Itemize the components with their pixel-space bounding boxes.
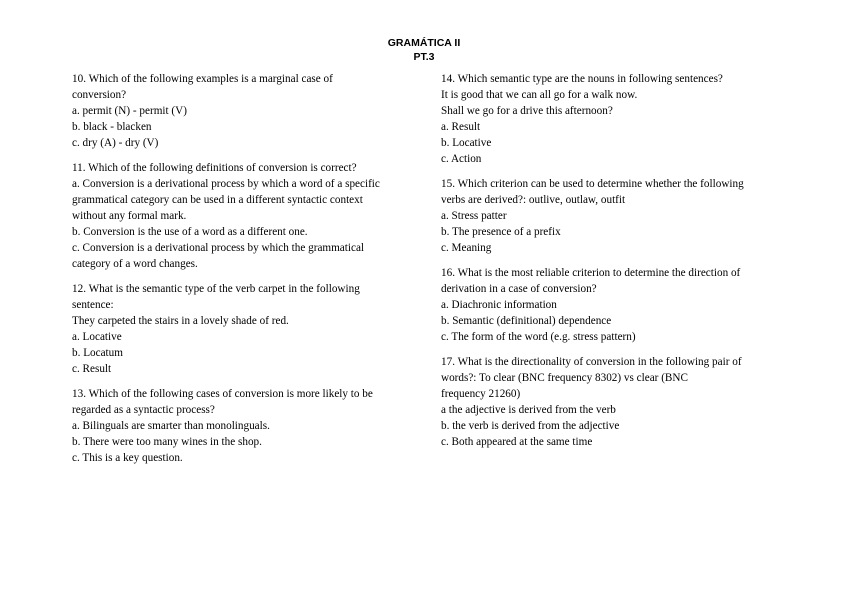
question-line: a. Result bbox=[441, 121, 481, 133]
question-block bbox=[72, 160, 412, 272]
question-line: sentence: bbox=[72, 299, 114, 311]
question-line: 10. Which of the following examples is a marginal case of bbox=[72, 73, 333, 85]
question-line: It is good that we can all go for a walk now. bbox=[441, 89, 638, 101]
question-line: a. Bilinguals are smarter than monolinguals. bbox=[72, 420, 270, 432]
question-line: b. The presence of a prefix bbox=[441, 226, 561, 238]
question-line: frequency 21260) bbox=[441, 388, 521, 400]
question-line: c. The form of the word (e.g. stress pattern) bbox=[441, 331, 636, 343]
question-line: b. Locative bbox=[441, 137, 492, 149]
document-subtitle: PT.3 bbox=[413, 51, 435, 63]
question-line: They carpeted the stairs in a lovely shade of red. bbox=[72, 315, 289, 327]
question-line: category of a word changes. bbox=[72, 258, 198, 270]
question-line: c. dry (A) - dry (V) bbox=[72, 137, 159, 149]
question-line: a. Stress patter bbox=[441, 210, 507, 222]
question-block bbox=[72, 386, 412, 466]
question-line: 16. What is the most reliable criterion to determine the direction of bbox=[441, 267, 741, 279]
question-line: a the adjective is derived from the verb bbox=[441, 404, 616, 416]
question-block bbox=[441, 265, 781, 345]
question-line: 13. Which of the following cases of conversion is more likely to be bbox=[72, 388, 373, 400]
question-line: verbs are derived?: outlive, outlaw, outfit bbox=[441, 194, 626, 206]
question-line: c. Action bbox=[441, 153, 482, 165]
document-title: GRAMÁTICA II bbox=[387, 37, 461, 49]
question-line: a. Locative bbox=[72, 331, 122, 343]
question-line: c. Conversion is a derivational process by which the grammatical bbox=[72, 242, 365, 254]
question-line: regarded as a syntactic process? bbox=[72, 404, 215, 416]
question-line: b. black - blacken bbox=[72, 121, 152, 133]
question-line: b. Locatum bbox=[72, 347, 123, 359]
question-line: 17. What is the directionality of conversion in the following pair of bbox=[441, 356, 742, 368]
question-line: 11. Which of the following definitions of conversion is correct? bbox=[72, 162, 357, 174]
question-block bbox=[441, 354, 781, 450]
left-column bbox=[72, 71, 412, 475]
question-line: conversion? bbox=[72, 89, 127, 101]
question-block bbox=[72, 281, 412, 377]
question-line: 12. What is the semantic type of the verb carpet in the following bbox=[72, 283, 360, 295]
question-block bbox=[441, 71, 781, 167]
question-line: without any formal mark. bbox=[72, 210, 187, 222]
question-line: c. Both appeared at the same time bbox=[441, 436, 593, 448]
question-line: 14. Which semantic type are the nouns in following sentences? bbox=[441, 73, 723, 85]
question-line: b. There were too many wines in the shop. bbox=[72, 436, 262, 448]
question-line: grammatical category can be used in a different syntactic context bbox=[72, 194, 363, 206]
question-line: b. Conversion is the use of a word as a different one. bbox=[72, 226, 308, 238]
question-line: a. permit (N) - permit (V) bbox=[72, 105, 187, 117]
question-line: c. Meaning bbox=[441, 242, 492, 254]
question-line: c. This is a key question. bbox=[72, 452, 183, 464]
question-block bbox=[72, 71, 412, 151]
question-line: words?: To clear (BNC frequency 8302) vs clear (BNC bbox=[441, 372, 688, 384]
question-line: a. Conversion is a derivational process by which a word of a specific bbox=[72, 178, 380, 190]
right-column bbox=[441, 71, 781, 459]
question-line: Shall we go for a drive this afternoon? bbox=[441, 105, 613, 117]
question-line: 15. Which criterion can be used to determine whether the following bbox=[441, 178, 744, 190]
question-block bbox=[441, 176, 781, 256]
question-line: b. the verb is derived from the adjective bbox=[441, 420, 620, 432]
question-line: a. Diachronic information bbox=[441, 299, 557, 311]
question-line: derivation in a case of conversion? bbox=[441, 283, 597, 295]
question-line: c. Result bbox=[72, 363, 112, 375]
question-line: b. Semantic (definitional) dependence bbox=[441, 315, 612, 327]
